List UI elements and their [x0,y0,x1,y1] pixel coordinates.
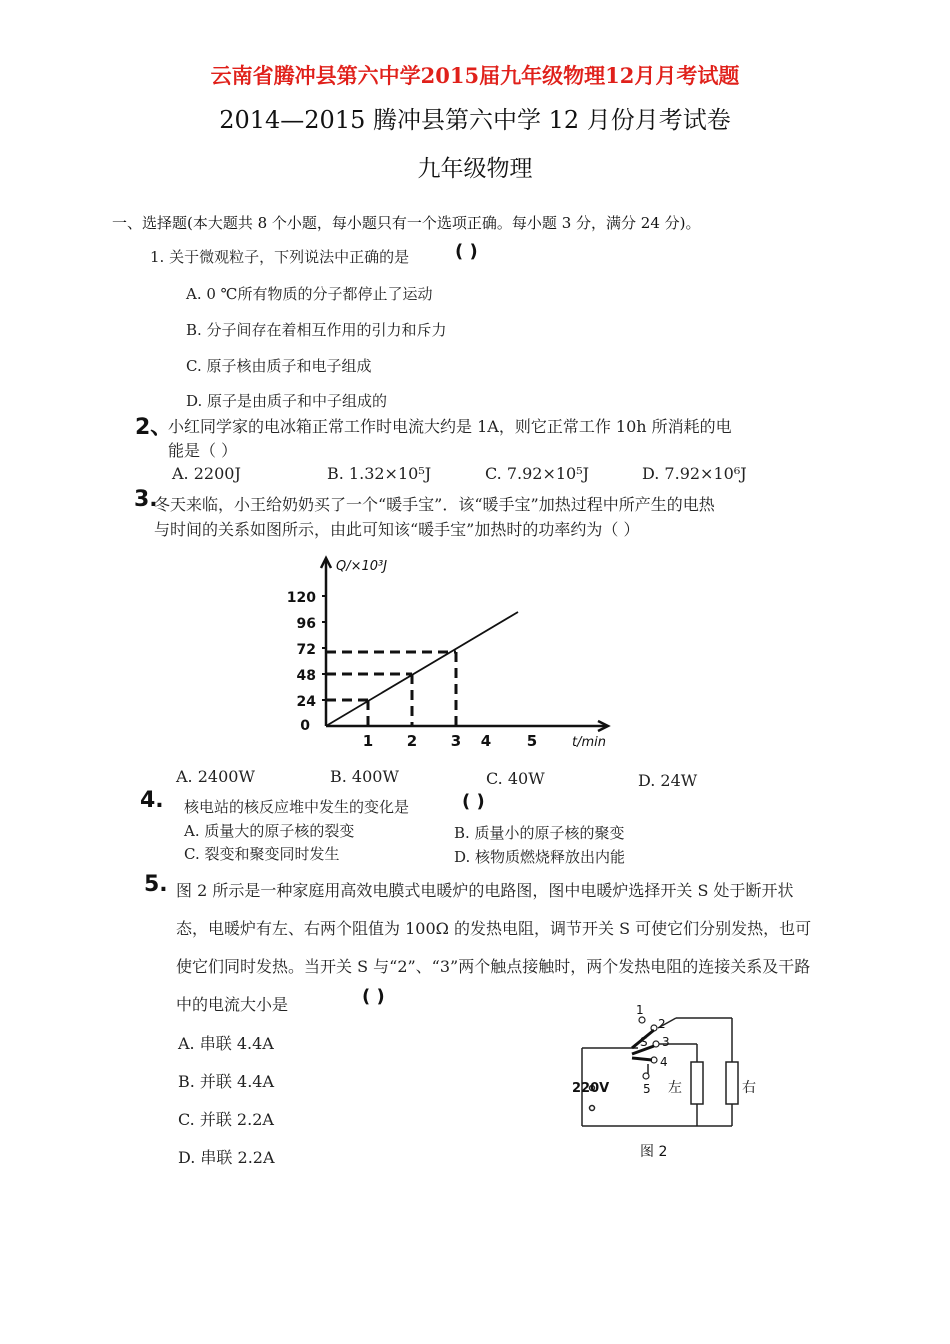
q3-stem-line1: 冬天来临，小王给奶奶买了一个“暖手宝”．该“暖手宝”加热过程中所产生的电热 [154,495,715,514]
y-tick-24: 24 [296,694,316,710]
terminal-bottom [590,1106,595,1111]
q2-stem-line2: 能是（ ） [168,441,238,460]
circuit-diagram [570,1000,780,1170]
heat-time-graph [270,550,630,760]
x-tick-4: 4 [480,732,492,750]
x-tick-2: 2 [406,732,418,750]
section-heading: 一、选择题(本大题共 8 个小题，每小题只有一个选项正确。每小题 3 分，满分 24 分)。 [112,214,701,232]
figure-caption: 图 2 [640,1144,668,1160]
q5-number: 5. [144,872,168,897]
q1-answer-paren: ( ) [455,241,478,262]
q2-stem-line1: 小红同学家的电冰箱正常工作时电流大约是 1A，则它正常工作 10h 所消耗的电 [168,417,732,436]
q3-stem-line2: 与时间的关系如图所示，由此可知该“暖手宝”加热时的功率约为（ ） [154,520,640,539]
left-resistor-label: 左 [668,1080,682,1096]
q4-option-d: D. 核物质燃烧释放出内能 [454,848,626,866]
q5-option-a: A. 串联 4.4A [178,1034,274,1053]
right-resistor [726,1062,738,1104]
q3-option-a: A. 2400W [176,767,255,786]
left-resistor [691,1062,703,1104]
q2-option-b: B. 1.32×10⁵J [327,464,432,483]
q4-number: 4. [140,788,164,813]
q5-stem-line2: 态，电暖炉有左、右两个阻值为 100Ω 的发热电阻，调节开关 S 可使它们分别发热，也可 [176,919,812,938]
q4-option-b: B. 质量小的原子核的聚变 [454,824,625,842]
q1-stem: 1. 关于微观粒子，下列说法中正确的是 [150,248,410,266]
voltage-label: 220V [572,1081,610,1096]
q5-option-d: D. 串联 2.2A [178,1148,275,1167]
y-axis-label: Q/×10³J [336,559,388,574]
y-tick-120: 120 [286,590,316,606]
y-tick-96: 96 [296,616,316,632]
q5-stem-line1: 图 2 所示是一种家庭用高效电膜式电暖炉的电路图，图中电暖炉选择开关 S 处于断开状 [176,881,794,900]
subject-title: 九年级物理 [417,156,533,182]
q2-option-c: C. 7.92×10⁵J [485,464,590,483]
exam-title: 2014—2015 腾冲县第六中学 12 月份月考试卷 [219,106,731,134]
x-tick-1: 1 [362,732,374,750]
contact-2: 2 [658,1017,666,1031]
contact-1: 1 [636,1003,644,1017]
y-tick-48: 48 [296,668,316,684]
q1-option-a: A. 0 ℃所有物质的分子都停止了运动 [186,285,433,303]
data-line [326,612,518,726]
y-tick-0: 0 [300,718,310,734]
q2-option-a: A. 2200J [172,464,241,483]
contact-3: 3 [662,1035,670,1049]
q5-option-c: C. 并联 2.2A [178,1110,274,1129]
contact-5: 5 [643,1082,651,1096]
q5-stem-line4: 中的电流大小是 [176,995,289,1014]
q3-option-b: B. 400W [330,767,399,786]
q2-number: 2、 [135,415,173,440]
q1-option-c: C. 原子核由质子和电子组成 [186,357,372,375]
q4-stem: 核电站的核反应堆中发生的变化是 [184,798,410,816]
x-tick-3: 3 [450,732,462,750]
right-resistor-label: 右 [742,1080,756,1096]
q1-option-d: D. 原子是由质子和中子组成的 [186,392,388,410]
q5-option-b: B. 并联 4.4A [178,1072,275,1091]
q5-answer-paren: ( ) [362,986,385,1007]
q3-number: 3. [134,487,158,512]
q4-option-c: C. 裂变和聚变同时发生 [184,845,340,863]
q4-answer-paren: ( ) [462,791,485,812]
y-tick-72: 72 [296,642,316,658]
q3-option-d: D. 24W [638,771,698,790]
x-tick-5: 5 [526,732,538,750]
q3-option-c: C. 40W [486,769,545,788]
q1-option-b: B. 分子间存在着相互作用的引力和斥力 [186,321,447,339]
q2-option-d: D. 7.92×10⁶J [642,464,747,483]
switch-label: S [640,1035,648,1049]
red-title: 云南省腾冲县第六中学2015届九年级物理12月月考试题 [210,63,740,88]
q5-stem-line3: 使它们同时发热。当开关 S 与“2”、“3”两个触点接触时，两个发热电阻的连接关系及干路 [176,957,811,976]
contact-4: 4 [660,1055,668,1069]
x-axis-label: t/min [572,735,606,750]
q4-option-a: A. 质量大的原子核的裂变 [184,822,355,840]
